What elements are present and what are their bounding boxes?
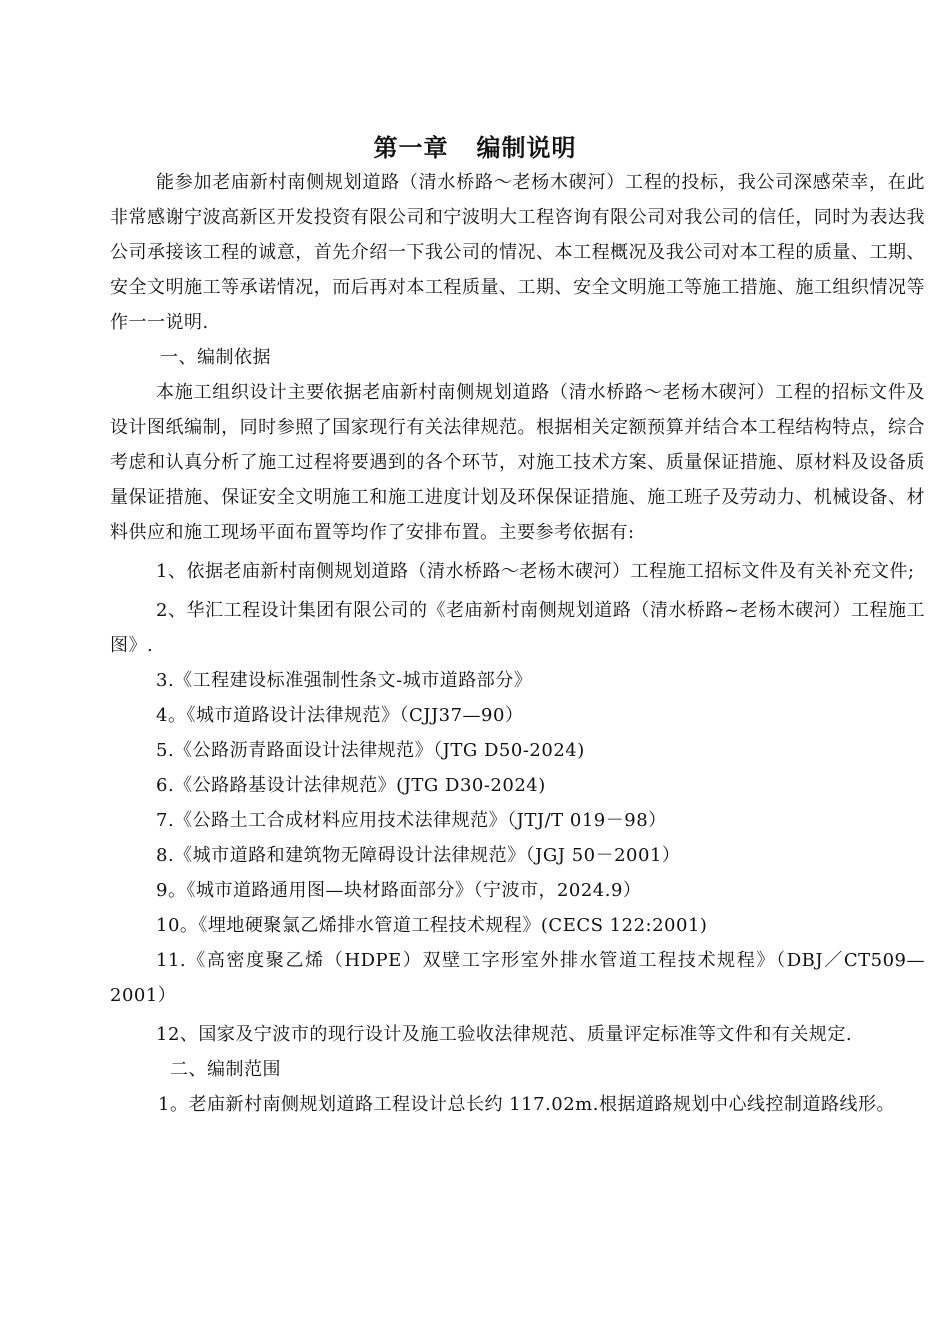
basis-item-12: 12、国家及宁波市的现行设计及施工验收法律规范、质量评定标准等文件和有关规定. — [156, 1024, 853, 1045]
document-body — [110, 165, 925, 1122]
basis-paragraph: 本施工组织设计主要依据老庙新村南侧规划道路（清水桥路～老杨木碶河）工程的招标文件及设计图纸编制，同时参照了国家现行有关法律规范。根据相关定额预算并结合本工程结构特点，综合考虑和认真分析了施工过程将要遇到的各个环节，对施工技术方案、质量保证措施、原材料及设备质量保证措施、保证安全文明施工和施工进度计划及环保保证措施、施工班子及劳动力、机械设备、材料供应和施工现场平面布置等均作了安排布置。主要参考依据有: — [110, 382, 925, 543]
intro-paragraph: 能参加老庙新村南侧规划道路（清水桥路～老杨木碶河）工程的投标，我公司深感荣幸，在此非常感谢宁波高新区开发投资有限公司和宁波明大工程咨询有限公司对我公司的信任，同时为表达我公司承接该工程的诚意，首先介绍一下我公司的情况、本工程概况及我公司对本工程的质量、工期、安全文明施工等承诺情况，而后再对本工程质量、工期、安全文明施工等施工措施、施工组织情况等作一一说明. — [110, 172, 925, 333]
basis-item-9: 9。《城市道路通用图—块材路面部分》（宁波市，2024.9） — [156, 880, 642, 901]
basis-item-11: 11.《高密度聚乙烯（HDPE）双壁工字形室外排水管道工程技术规程》（DBJ／CT509—2001） — [110, 950, 925, 1006]
basis-item-2: 2、华汇工程设计集团有限公司的《老庙新村南侧规划道路（清水桥路~老杨木碶河）工程施工图》. — [110, 600, 925, 656]
basis-item-4: 4。《城市道路设计法律规范》（CJJ37—90） — [156, 705, 524, 726]
basis-item-5: 5.《公路沥青路面设计法律规范》（JTG D50-2024) — [156, 740, 585, 761]
basis-item-7: 7.《公路土工合成材料应用技术法律规范》（JTJ/T 019－98） — [156, 810, 667, 831]
basis-item-10: 10。《埋地硬聚氯乙烯排水管道工程技术规程》(CECS 122:2001) — [156, 915, 708, 936]
basis-item-3: 3.《工程建设标准强制性条文-城市道路部分》 — [156, 670, 533, 691]
chapter-name: 编制说明 — [476, 134, 577, 162]
basis-item-1: 1、依据老庙新村南侧规划道路（清水桥路～老杨木碶河）工程施工招标文件及有关补充文件; — [156, 561, 915, 582]
basis-item-8: 8.《城市道路和建筑物无障碍设计法律规范》（JGJ 50－2001） — [156, 845, 681, 866]
chapter-number: 第一章 — [373, 134, 449, 162]
section-heading-basis: 一、编制依据 — [160, 347, 271, 368]
scope-item-1: 1。老庙新村南侧规划道路工程设计总长约 117.02m.根据道路规划中心线控制道路线形。 — [158, 1094, 895, 1115]
section-heading-scope: 二、编制范围 — [170, 1059, 281, 1080]
chapter-title — [0, 128, 950, 163]
basis-item-6: 6.《公路路基设计法律规范》(JTG D30-2024) — [156, 775, 546, 796]
